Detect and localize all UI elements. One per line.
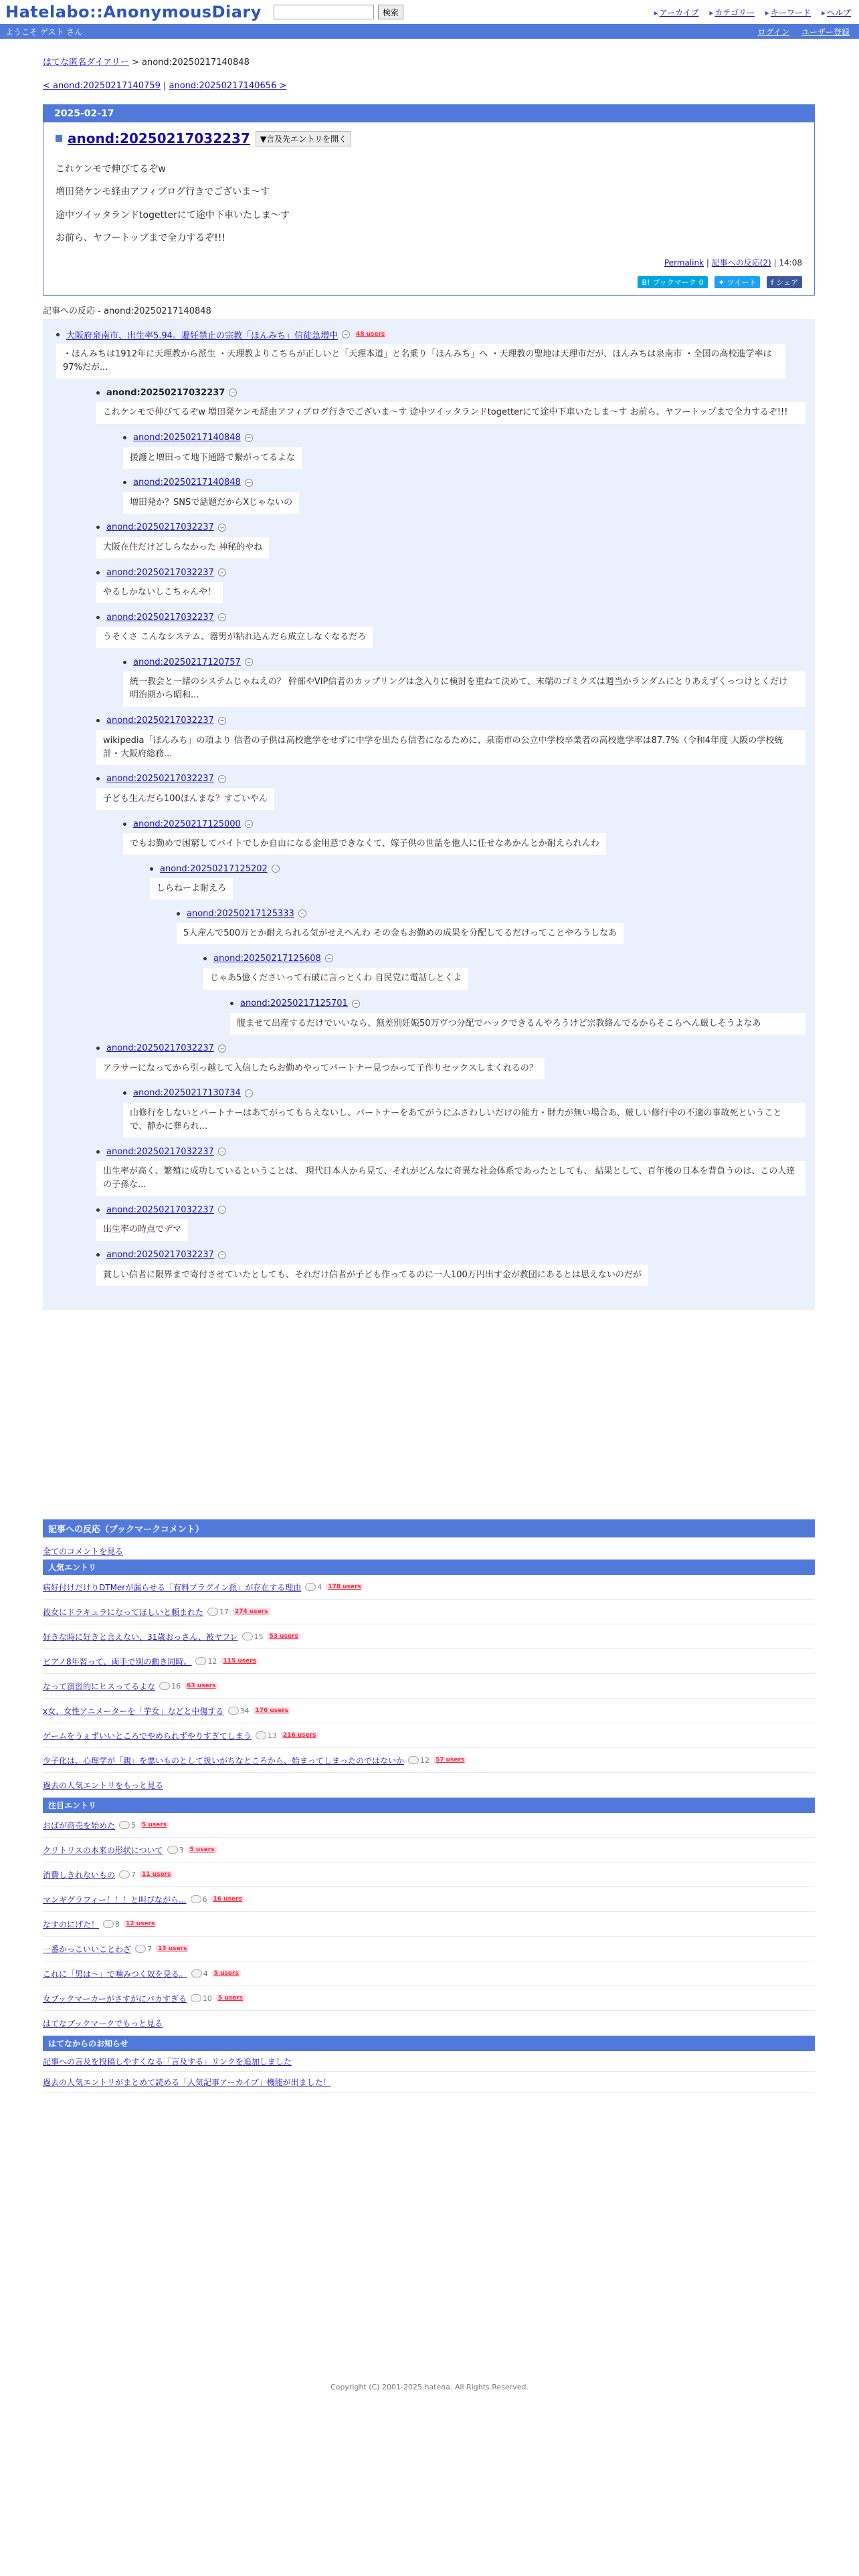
node-body: 出生率が高く、繁殖に成功しているということは、 現代日本人から見て、それがどんなに奇異な社会体系であったとしても、 結果として、百年後の日本を背負うのは、この人達の子孫な... <box>96 1161 805 1196</box>
popular-head: 人気エントリ <box>43 1560 815 1575</box>
bullet-icon <box>123 823 126 826</box>
popular-entry-row <box>43 1624 815 1649</box>
keyword-link[interactable]: ▸ キーワード <box>765 7 811 18</box>
collapse-icon[interactable]: − <box>218 524 226 532</box>
node-body: wikipedia「ほんみち」の項より 信者の子供は高校進学をせずに中学を出たら信者になるために、泉南市の公立中学校卒業者の高校進学率は87.7%（令和4年度 大阪の学校統計・大阪府総務... <box>96 730 805 765</box>
bullet-icon <box>96 616 100 619</box>
users-badge[interactable]: 115 users <box>221 1658 258 1665</box>
tree-node <box>123 817 815 855</box>
comment-count[interactable] <box>408 1756 430 1765</box>
node-body: 出生率の時点でデマ <box>96 1219 188 1241</box>
entry-title[interactable]: anond:20250217032237 <box>68 130 250 146</box>
node-title-link[interactable]: anond:20250217120757 <box>133 657 241 667</box>
users-badge[interactable]: 63 users <box>185 1683 217 1689</box>
popular-entry-row <box>43 1575 815 1600</box>
title-square-icon <box>56 135 62 142</box>
collapse-icon[interactable]: − <box>229 389 237 397</box>
tree-node <box>96 772 815 810</box>
attention-entry-row <box>43 1961 815 1986</box>
users-badge[interactable]: 57 users <box>434 1757 466 1763</box>
comment-count-value: 7 <box>147 1944 153 1953</box>
popular-entry-row <box>43 1699 815 1723</box>
bird-icon: ✦ <box>718 278 725 287</box>
comment-count[interactable] <box>256 1731 277 1740</box>
node-title-link[interactable]: anond:20250217032237 <box>106 612 214 623</box>
breadcrumb <box>43 55 815 68</box>
collapse-icon[interactable]: − <box>352 1000 360 1008</box>
attention-entry-row <box>43 1912 815 1937</box>
bullet-icon <box>96 777 100 780</box>
search-input[interactable] <box>274 5 374 19</box>
comment-count[interactable] <box>228 1707 250 1715</box>
comment-count[interactable] <box>135 1945 152 1953</box>
share-buttons <box>56 276 802 288</box>
node-body: 統一教会と一緒のシステムじゃねえの？ 幹部やVIP信者のカップリングは念入りに検討を重ねて決めて、末端のゴミクズは週当かランダムにとりあえずくっつけとくだけ 明治期から昭和... <box>123 671 805 706</box>
attention-section <box>43 1798 815 2036</box>
breadcrumb-sep: > <box>128 58 142 68</box>
attention-entry-row <box>43 1887 815 1912</box>
comment-count-value: 17 <box>219 1607 229 1616</box>
users-badge[interactable]: 53 users <box>268 1633 300 1640</box>
entry-line: これケンモで伸びてるぞw <box>56 164 166 175</box>
reactions-title: 記事への反応 - anond:20250217140848 <box>43 306 211 317</box>
node-title-link[interactable]: anond:20250217032237 <box>106 567 214 578</box>
comment-bubble-icon <box>195 1657 206 1665</box>
bullet-icon <box>123 1091 126 1095</box>
entry-link[interactable]: おばが商売を始めた <box>43 1820 116 1830</box>
entry-link[interactable]: これに「男は〜」で噛みつく奴を見る。 <box>43 1969 187 1979</box>
tree-node <box>177 906 815 944</box>
collapse-icon[interactable]: − <box>218 1045 226 1053</box>
entry-link[interactable]: なって演習的にヒスってるよな <box>43 1681 156 1691</box>
collapse-icon[interactable]: − <box>218 775 226 783</box>
search-button[interactable]: 検索 <box>378 5 403 19</box>
comment-count[interactable] <box>103 1920 120 1929</box>
tree-node <box>123 655 815 706</box>
entry-meta <box>56 257 802 268</box>
comment-bubble-icon <box>408 1756 419 1764</box>
tweet-label: ツイート <box>727 278 757 288</box>
comment-count-value: 16 <box>171 1681 181 1691</box>
entry-time: 14:08 <box>779 258 802 268</box>
node-title-link[interactable]: 大阪府泉南市、出生率5.94。避妊禁止の宗教「ほんみち」信徒急増中 <box>66 330 338 341</box>
node-body: ・ほんみちは1912年に天理教から派生 ・天理教よりこちらが正しいと「天理本道」と名乗り「ほんみち」へ ・天理教の聖地は天理市だが、ほんみちは泉南市 ・全国の高校進学率は97%だが... <box>56 344 785 379</box>
node-body: 援護と増田って地下通路で繋がってるよな <box>123 447 302 469</box>
search-form <box>274 5 403 19</box>
comment-count-value: 3 <box>179 1845 184 1854</box>
tree-node <box>123 475 815 514</box>
comment-count-value: 8 <box>115 1919 120 1929</box>
comment-count-value: 5 <box>131 1820 136 1830</box>
node-body: 増田発か？SNSで話題だからXじゃないの <box>123 492 299 514</box>
collapse-icon[interactable]: − <box>218 568 226 576</box>
bullet-icon <box>96 1150 100 1154</box>
node-title-link[interactable]: anond:20250217140848 <box>133 477 241 488</box>
hatena-bookmark-count: 0 <box>698 278 704 287</box>
comment-count[interactable] <box>191 1969 208 1978</box>
notice-link[interactable]: 記事への言及を投稿しやすくなる「言及する」リンクを追加しました <box>43 2056 292 2066</box>
login-link[interactable]: ログイン <box>757 27 789 37</box>
comment-bubble-icon <box>207 1608 218 1616</box>
tree-node <box>230 996 815 1035</box>
archive-link[interactable]: ▸ アーカイブ <box>654 7 699 18</box>
attention-entry-row <box>43 1986 815 2011</box>
node-title-link[interactable]: anond:20250217125202 <box>160 863 268 874</box>
node-body: じゃあ5億くださいって石破に言っとくわ 自民党に電話しとくよ <box>203 968 468 989</box>
comment-bubble-icon <box>119 1821 130 1829</box>
entry-link[interactable]: クリトリスの本来の形状について <box>43 1845 163 1855</box>
tree-node <box>203 951 815 989</box>
next-entry-link[interactable]: anond:20250217140656 > <box>169 81 287 91</box>
tree-node <box>123 431 815 469</box>
notice-link[interactable]: 過去の人気エントリがまとめて読める「人気記事アーカイブ」機能が出ました！ <box>43 2077 331 2087</box>
entry-link[interactable]: ピアノ8年習って、両手で別の動き同時。 <box>43 1656 192 1667</box>
bullet-icon <box>96 1208 100 1212</box>
bullet-icon <box>96 719 100 722</box>
top-bar <box>0 0 859 24</box>
tree-node <box>96 714 815 765</box>
collapse-icon[interactable]: − <box>218 613 226 621</box>
node-title-current: anond:20250217032237 <box>106 387 225 398</box>
collapse-icon[interactable]: − <box>272 865 280 873</box>
meta-sep: | <box>771 258 779 268</box>
node-body: アラサーになってから引っ越して入信したらお勤めやってパートナー見つかって子作りセックスしまくれるの？ <box>96 1058 545 1079</box>
entry-link[interactable]: 一番かっこいいことわざ <box>43 1944 132 1954</box>
open-referenced-entry-button[interactable]: ▼言及先エントリを開く <box>256 131 351 146</box>
bullet-icon <box>96 571 100 574</box>
entry-link[interactable]: 消費しきれないもの <box>43 1870 116 1880</box>
breadcrumb-current: anond:20250217140848 <box>142 58 250 68</box>
node-title-link[interactable]: anond:20250217032237 <box>106 1250 214 1261</box>
node-title-link[interactable]: anond:20250217125608 <box>213 953 321 964</box>
bullet-icon <box>177 912 180 916</box>
entry-link[interactable]: なすのにげた！ <box>43 1919 100 1929</box>
tree-node <box>96 385 815 423</box>
reactions-link[interactable]: 記事への反応(2) <box>711 258 771 268</box>
bullet-icon <box>96 1253 100 1257</box>
help-link[interactable]: ▸ ヘルプ <box>822 7 851 18</box>
comment-count[interactable] <box>119 1821 136 1830</box>
comment-bubble-icon <box>256 1731 266 1739</box>
tree-node <box>96 610 815 648</box>
comment-count-value: 6 <box>202 1895 207 1904</box>
bullet-icon <box>230 1002 233 1005</box>
category-link[interactable]: ▸ カテゴリー <box>709 7 755 18</box>
node-title-link[interactable]: anond:20250217032237 <box>106 716 214 726</box>
bookmark-comments-head: 記事への反応（ブックマークコメント） <box>43 1519 815 1537</box>
collapse-icon[interactable]: − <box>245 820 253 828</box>
node-body: うそくさ こんなシステム、器男が粘れ込んだら成立しなくなるだろ <box>96 627 373 648</box>
tweet-button[interactable] <box>714 276 761 288</box>
reaction-tree <box>43 319 815 1310</box>
notice-section <box>43 2036 815 2092</box>
comment-count[interactable] <box>305 1583 322 1592</box>
node-body: しらねーよ耐えろ <box>150 878 233 899</box>
collapse-icon[interactable]: − <box>218 1148 226 1156</box>
pager-sep: | <box>160 81 169 91</box>
entry-box <box>43 104 815 296</box>
prev-entry-link[interactable]: < anond:20250217140759 <box>43 81 161 91</box>
collapse-icon[interactable]: − <box>298 909 306 918</box>
attention-head: 注目エントリ <box>43 1798 815 1813</box>
comment-count[interactable] <box>195 1657 217 1666</box>
tree-node <box>96 520 815 558</box>
pager <box>43 81 815 91</box>
facebook-share-button[interactable] <box>767 276 802 288</box>
comment-count[interactable] <box>167 1846 184 1854</box>
welcome-text: ようこそ ゲスト さん <box>5 27 83 37</box>
node-title-link[interactable]: anond:20250217125701 <box>240 998 348 1009</box>
popular-entry-row <box>43 1600 815 1624</box>
notice-head: はてなからのお知らせ <box>43 2036 815 2051</box>
bullet-icon <box>203 957 207 960</box>
bullet-icon <box>123 436 126 439</box>
tree-node <box>123 1086 815 1138</box>
bullet-icon <box>123 481 126 484</box>
users-badge[interactable]: 5 users <box>216 1995 245 2002</box>
entry-link[interactable]: x女、女性アニメーターを「芋女」などと中傷する <box>43 1706 224 1716</box>
users-badge[interactable]: 176 users <box>254 1707 291 1714</box>
node-title-link[interactable]: anond:20250217032237 <box>106 1043 214 1054</box>
bullet-icon <box>56 333 60 336</box>
collapse-icon[interactable]: − <box>245 658 253 666</box>
comment-count-value: 15 <box>254 1632 264 1641</box>
users-badge[interactable]: 216 users <box>281 1732 318 1739</box>
hatena-b-icon: B! <box>642 278 650 287</box>
breadcrumb-home[interactable]: はてな匿名ダイアリー <box>43 58 129 68</box>
comment-bubble-icon <box>159 1682 170 1690</box>
facebook-icon: f <box>771 278 774 287</box>
popular-entry-row <box>43 1674 815 1699</box>
collapse-icon[interactable]: − <box>342 330 350 338</box>
popular-entry-row <box>43 1649 815 1674</box>
tree-node <box>96 1041 815 1079</box>
users-badge[interactable]: 5 users <box>188 1846 217 1853</box>
node-body: 貧しい信者に限界まで寄付させていたとしても、それだけ信者が子ども作ってるのに一人100万円出す金が教団にあるとは思えないのだが <box>96 1265 648 1286</box>
comment-count-value: 4 <box>203 1969 208 1978</box>
tree-node <box>150 861 815 899</box>
node-body: 腹ませて出産するだけでいいなら、無差別妊娠50万ヴつ分配でハックできるんやろうけど宗教絡んでるからそこらへん厳しそうよなあ <box>230 1013 805 1035</box>
comment-count[interactable] <box>119 1870 136 1879</box>
popular-more-link[interactable]: 過去の人気エントリをもっと見る <box>43 1781 164 1791</box>
entry-link[interactable]: 女ブックマーカーがさすがにバカすぎる <box>43 1994 187 2004</box>
node-body: これケンモで伸びてるぞw 増田発ケンモ経由アフィブログ行きでございま〜す 途中ツイッタランドtogetterにて途中下車いたしま〜す お前ら、ヤフートップまで全力するぞ!!! <box>96 402 805 423</box>
bullet-icon <box>96 1047 100 1050</box>
node-body: でもお勤めで困窮してバイトでしか自由になる金用意できなくて、嫁子供の世話を他人に任せなあかんとか耐えられんわ <box>123 833 606 855</box>
footer-copyright: Copyright (C) 2001-2025 hatena. All Rights Reserved. <box>330 2383 529 2391</box>
hatena-bookmark-label: ブックマーク <box>652 278 696 288</box>
comment-count-value: 7 <box>131 1870 136 1879</box>
users-badge[interactable]: 178 users <box>326 1584 363 1590</box>
comment-bubble-icon <box>228 1707 239 1715</box>
comment-count[interactable] <box>159 1682 181 1691</box>
comment-bubble-icon <box>167 1846 178 1854</box>
tree-node <box>96 565 815 603</box>
node-body: 子ども生んだら100ほんまな？すごいやん <box>96 788 274 810</box>
tree-node <box>96 1144 815 1196</box>
comment-count-value: 34 <box>240 1706 250 1715</box>
entry-date: 2025-02-17 <box>43 105 814 122</box>
node-body: 5人産んで500万とか耐えられる気がせえへんわ その金もお勤めの成果を分配してるだけってことやろうしなあ <box>177 923 624 944</box>
main-content <box>43 55 815 2092</box>
comment-bubble-icon <box>191 1895 201 1903</box>
comment-bubble-icon <box>103 1920 114 1928</box>
tree-node <box>96 1202 815 1241</box>
node-title-link[interactable]: anond:20250217032237 <box>106 1146 214 1157</box>
tree-node <box>96 1248 815 1286</box>
users-badge[interactable]: 13 users <box>156 1945 189 1952</box>
collapse-icon[interactable]: − <box>325 954 333 962</box>
comment-count[interactable] <box>191 1994 212 2003</box>
comment-count-value: 13 <box>267 1731 277 1740</box>
users-badge[interactable]: 12 users <box>124 1921 157 1927</box>
bullet-icon <box>123 661 126 664</box>
attention-entry-row <box>43 1862 815 1887</box>
attention-more-link[interactable]: はてなブックマークでもっと見る <box>43 2019 163 2029</box>
node-title-link[interactable]: anond:20250217032237 <box>106 522 214 533</box>
tree-node <box>56 327 815 379</box>
comment-bubble-icon <box>305 1583 316 1591</box>
entry-link[interactable]: 少子化は、心理学が「親」を悪いものとして扱いがちなところから、始まってしまったのではないか <box>43 1755 405 1765</box>
comment-count[interactable] <box>242 1632 264 1641</box>
comment-count-value: 12 <box>207 1656 217 1666</box>
comment-bubble-icon <box>242 1632 253 1640</box>
node-title-link[interactable]: anond:20250217125333 <box>187 908 294 919</box>
register-link[interactable]: ユーザー登録 <box>801 27 850 37</box>
comment-count[interactable] <box>191 1895 207 1904</box>
collapse-icon[interactable]: − <box>218 1206 226 1214</box>
site-logo[interactable]: Hatelabo::AnonymousDiary <box>5 3 262 21</box>
collapse-icon[interactable]: − <box>245 1089 253 1097</box>
users-badge[interactable]: 11 users <box>140 1871 173 1878</box>
users-badge[interactable]: 48 users <box>354 331 387 338</box>
node-body: 大阪在住だけどしらなかった 神秘的やね <box>96 537 269 558</box>
comment-count-value: 4 <box>317 1582 322 1592</box>
users-badge[interactable]: 274 users <box>233 1608 270 1615</box>
entry-text <box>56 163 802 245</box>
comment-bubble-icon <box>119 1870 130 1879</box>
collapse-icon[interactable]: − <box>218 717 226 725</box>
collapse-icon[interactable]: − <box>245 479 253 487</box>
bookmark-comments-section <box>43 1519 815 1560</box>
entry-link[interactable]: 病好付けだけりDTMerが漏らせる「有料プラグイン派」が存在する理由 <box>43 1582 302 1592</box>
bullet-icon <box>96 526 100 529</box>
node-title-link[interactable]: anond:20250217032237 <box>106 1204 214 1215</box>
node-title-link[interactable]: anond:20250217125000 <box>133 819 241 829</box>
comment-count-value: 12 <box>420 1755 430 1765</box>
entry-link[interactable]: ゲームをうぇずいいところでやめられずやりすぎてしまう <box>43 1731 252 1741</box>
comment-bubble-icon <box>135 1945 146 1953</box>
node-title-link[interactable]: anond:20250217130734 <box>133 1088 241 1099</box>
top-links <box>654 7 851 18</box>
comment-bubble-icon <box>191 1969 202 1977</box>
users-badge[interactable]: 16 users <box>211 1896 244 1903</box>
facebook-label: シェア <box>776 278 798 288</box>
entry-link[interactable]: 彼女にドラキュラになってほしいと頼まれた <box>43 1607 204 1617</box>
bullet-icon <box>150 867 153 871</box>
collapse-icon[interactable]: − <box>245 434 253 442</box>
entry-line: お前ら、ヤフートップまで全力するぞ!!! <box>56 232 225 243</box>
popular-entry-row <box>43 1748 815 1773</box>
comment-count-value: 10 <box>202 1994 212 2003</box>
comment-bubble-icon <box>191 1994 201 2002</box>
bullet-icon <box>96 391 100 395</box>
meta-sep: | <box>704 258 712 268</box>
entry-link[interactable]: マンギグラフィー！！！と叫びながら... <box>43 1895 187 1905</box>
entry-link[interactable]: 好きな時に好きと言えない、31歳おっさん、被ヤフレ <box>43 1632 238 1642</box>
entry-line: 増田発ケンモ経由アフィブログ行きでございま〜す <box>56 187 270 198</box>
all-comments-link[interactable]: 全てのコメントを見る <box>43 1547 124 1557</box>
permalink-link[interactable]: Permalink <box>664 258 704 268</box>
popular-entry-row <box>43 1723 815 1748</box>
attention-entry-row <box>43 1937 815 1961</box>
hatena-bookmark-button[interactable] <box>638 276 707 288</box>
attention-entry-row <box>43 1838 815 1862</box>
users-badge[interactable]: 5 users <box>140 1822 169 1828</box>
attention-entry-row <box>43 1813 815 1838</box>
node-body: やるしかないしこちゃんや！ <box>96 582 223 603</box>
node-body: 山修行をしないとパートナーはあてがってもらえないし、パートナーをあてがうにふさわしいだけの能力・財力が無い場合あ、厳しい修行中の不適の事故死ということで、静かに葬られ... <box>123 1103 805 1138</box>
comment-count[interactable] <box>207 1608 229 1616</box>
users-badge[interactable]: 5 users <box>212 1970 241 1977</box>
user-bar <box>0 24 859 39</box>
entry-line: 途中ツイッタランドtogetterにて途中下車いたしま〜す <box>56 209 290 221</box>
popular-section <box>43 1560 815 1798</box>
node-title-link[interactable]: anond:20250217140848 <box>133 433 241 443</box>
collapse-icon[interactable]: − <box>218 1251 226 1259</box>
node-title-link[interactable]: anond:20250217032237 <box>106 774 214 784</box>
